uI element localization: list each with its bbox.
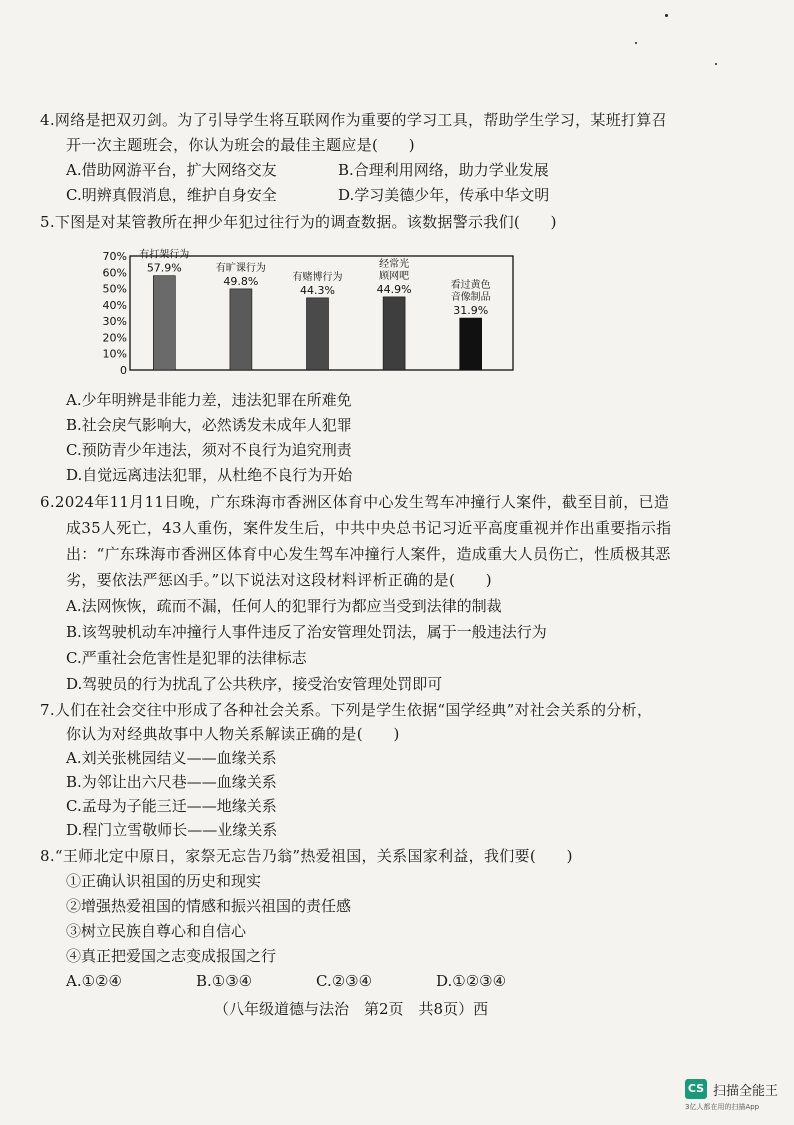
- q6-option-b: B.该驾驶机动车冲撞行人事件违反了治安管理处罚法，属于一般违法行为: [66, 623, 547, 641]
- q8-statement-1: ①正确认识祖国的历史和现实: [66, 872, 262, 890]
- camscanner-name: 扫描全能王: [713, 1084, 779, 1099]
- data-label: 31.9%: [453, 304, 489, 318]
- q4-stem-line1: 4.网络是把双刃剑。为了引导学生将互联网作为重要的学习工具，帮助学生学习，某班打算召: [40, 111, 667, 129]
- bar-4: [383, 297, 405, 370]
- q4-option-b: B.合理利用网络，助力学业发展: [338, 161, 549, 179]
- y-tick-label: 10%: [102, 347, 127, 361]
- category-label: 顾网吧: [379, 270, 410, 282]
- data-label: 44.3%: [300, 283, 335, 297]
- q6-stem-line3: 出：“广东珠海市香洲区体育中心发生驾车冲撞行人案件，造成重大人员伤亡，性质极其恶: [66, 545, 671, 563]
- survey-bar-chart: [95, 248, 515, 378]
- bar-3: [307, 298, 329, 370]
- q6-option-a: A.法网恢恢，疏而不漏，任何人的犯罪行为都应当受到法律的制裁: [66, 597, 502, 615]
- q5-option-a: A.少年明辨是非能力差，违法犯罪在所难免: [66, 391, 352, 409]
- q5-option-b: B.社会戾气影响大，必然诱发未成年人犯罪: [66, 416, 352, 434]
- q7-stem-line2: 你认为对经典故事中人物关系解读正确的是( ): [66, 725, 400, 743]
- y-tick-label: 50%: [102, 282, 127, 296]
- data-label: 44.9%: [376, 282, 412, 296]
- y-tick-label: 0: [120, 364, 127, 377]
- y-tick-label: 30%: [102, 315, 127, 329]
- bar-1: [153, 276, 175, 370]
- camscanner-logo-icon: CS: [685, 1079, 707, 1099]
- scan-speck: [715, 63, 717, 65]
- scan-speck: [635, 42, 637, 44]
- scanner-watermark: [685, 1079, 790, 1115]
- q5-option-d: D.自觉远离违法犯罪，从杜绝不良行为开始: [66, 466, 353, 484]
- y-tick-label: 20%: [102, 331, 127, 345]
- camscanner-tagline: 3亿人都在用的扫描App: [685, 1103, 760, 1111]
- category-label: 经常光: [379, 258, 410, 270]
- q8-option-a: A.①②④: [66, 972, 122, 990]
- q7-option-d: D.程门立雪敬师长——业缘关系: [66, 821, 278, 839]
- category-label: 有赌博行为: [292, 271, 343, 283]
- q6-stem-line4: 劣，要依法严惩凶手。”以下说法对这段材料评析正确的是( ): [66, 571, 492, 589]
- q8-statement-2: ②增强热爱祖国的情感和振兴祖国的责任感: [66, 897, 352, 915]
- q7-option-c: C.孟母为子能三迁——地缘关系: [66, 797, 277, 815]
- q7-option-b: B.为邻让出六尺巷——血缘关系: [66, 773, 277, 791]
- q7-option-a: A.刘关张桃园结义——血缘关系: [66, 749, 277, 767]
- category-label: 看过黄色: [450, 280, 491, 292]
- category-label: 音像制品: [450, 292, 491, 304]
- q8-statement-3: ③树立民族自尊心和自信心: [66, 922, 247, 940]
- q8-stem: 8.“王师北定中原日，家祭无忘告乃翁”热爱祖国，关系国家利益，我们要( ): [40, 847, 573, 865]
- q4-option-a: A.借助网游平台，扩大网络交友: [66, 161, 277, 179]
- category-label: 有打架行为: [139, 249, 190, 261]
- y-tick-label: 60%: [102, 266, 127, 280]
- q8-statement-4: ④真正把爱国之志变成报国之行: [66, 947, 277, 965]
- scan-speck: [665, 14, 668, 17]
- bar-2: [230, 289, 252, 370]
- bar-5: [460, 318, 482, 370]
- q8-option-d: D.①②③④: [436, 972, 507, 990]
- q4-option-d: D.学习美德少年，传承中华文明: [338, 186, 550, 204]
- data-label: 57.9%: [146, 261, 182, 275]
- q8-option-b: B.①③④: [196, 972, 253, 990]
- data-label: 49.8%: [223, 274, 259, 288]
- y-tick-label: 70%: [102, 250, 127, 263]
- q6-stem-line2: 成35人死亡，43人重伤，案件发生后，中共中央总书记习近平高度重视并作出重要指示指: [66, 519, 672, 537]
- q7-stem-line1: 7.人们在社会交往中形成了各种社会关系。下列是学生依据“国学经典”对社会关系的分析，: [40, 701, 653, 719]
- q6-stem-line1: 6.2024年11月11日晚，广东珠海市香洲区体育中心发生驾车冲撞行人案件，截至目前，已造: [40, 493, 670, 511]
- y-tick-label: 40%: [102, 298, 127, 312]
- q6-option-c: C.严重社会危害性是犯罪的法律标志: [66, 649, 307, 667]
- q4-option-c: C.明辨真假消息，维护自身安全: [66, 186, 277, 204]
- q5-stem: 5.下图是对某管教所在押少年犯过往行为的调查数据。该数据警示我们( ): [40, 213, 557, 231]
- category-label: 有旷课行为: [215, 262, 266, 274]
- q6-option-d: D.驾驶员的行为扰乱了公共秩序，接受治安管理处罚即可: [66, 675, 443, 693]
- page-footer: （八年级道德与法治 第2页 共8页）西: [214, 1000, 489, 1018]
- q4-stem-line2: 开一次主题班会，你认为班会的最佳主题应是( ): [66, 136, 415, 154]
- q8-option-c: C.②③④: [316, 972, 373, 990]
- q5-option-c: C.预防青少年违法，须对不良行为追究刑责: [66, 441, 352, 459]
